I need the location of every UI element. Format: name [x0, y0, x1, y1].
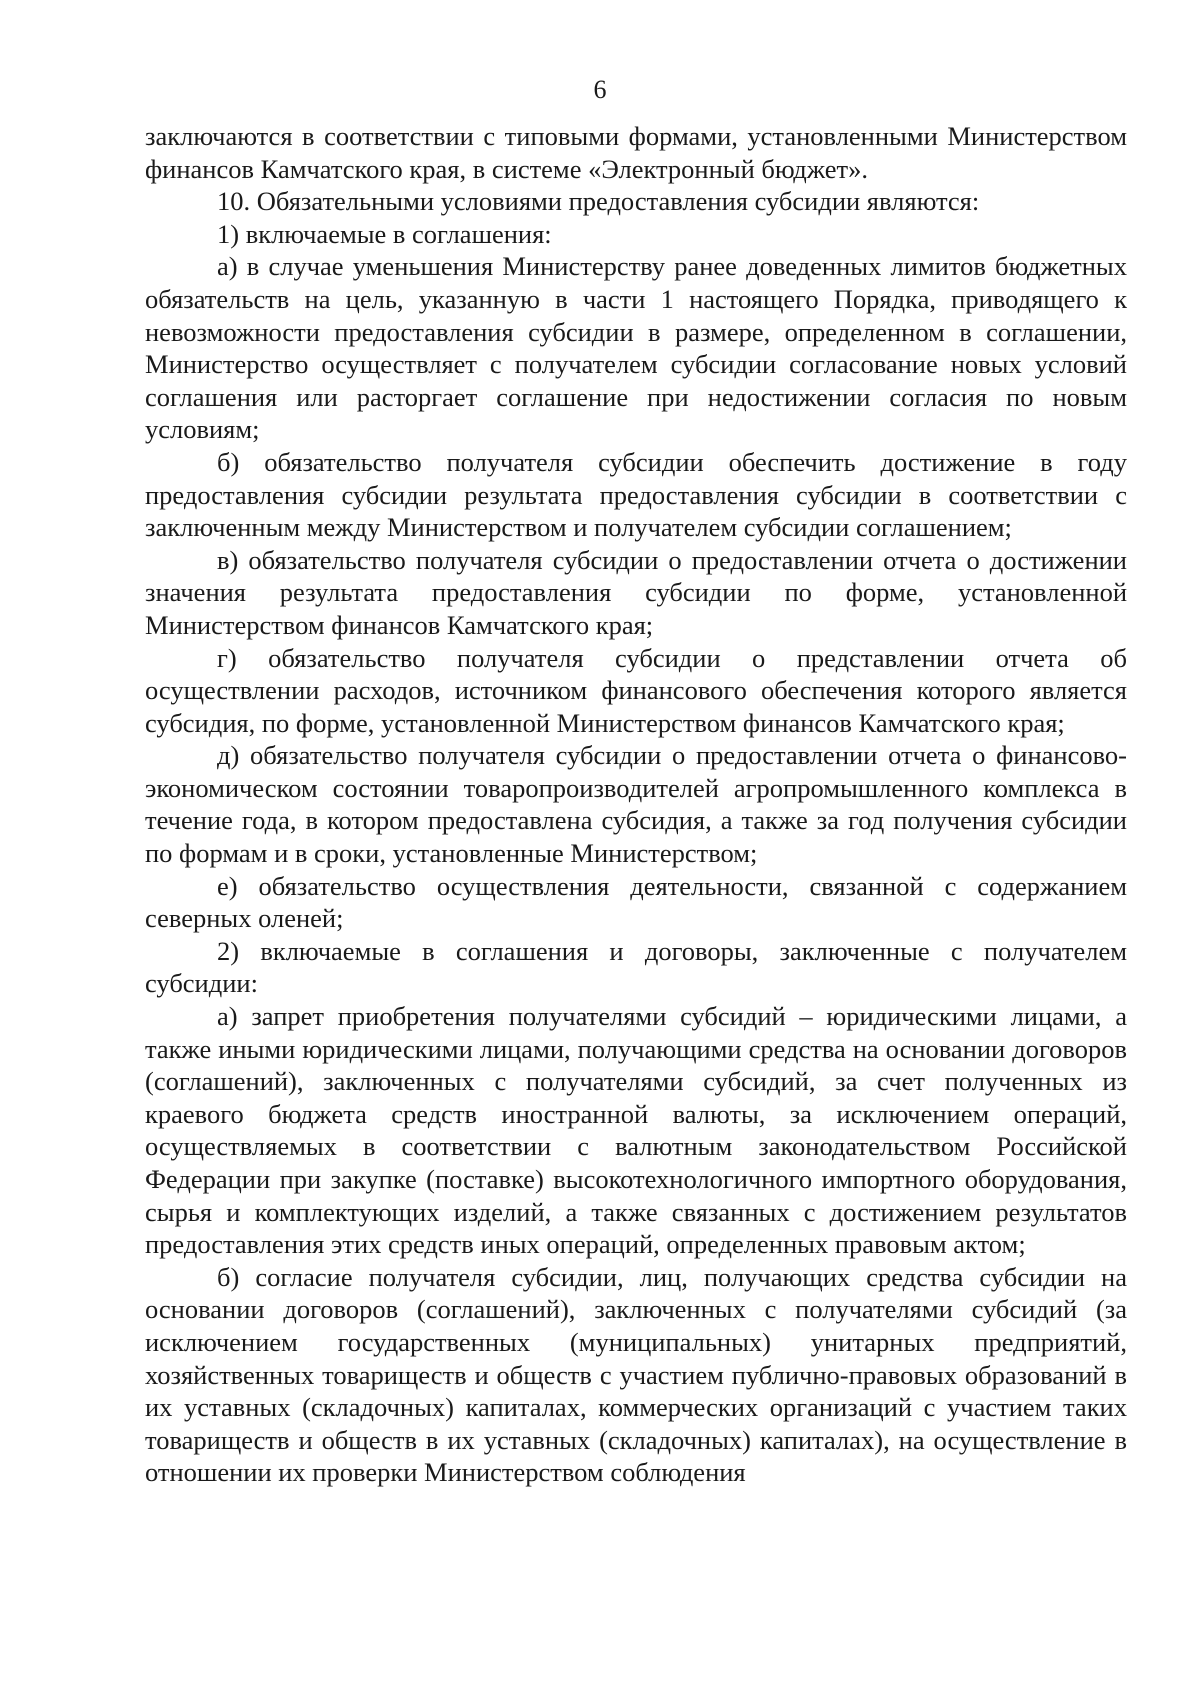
paragraph-item-1: 1) включаемые в соглашения:	[217, 218, 552, 249]
paragraph-clause-10: 10. Обязательными условиями предоставления субсидии являются:	[217, 186, 980, 217]
paragraph-item-1v: в) обязательство получателя субсидии о предоставлении отчета о достижении значения результата предоставления субсидии по форме, установленной Министерством финансов Камчатского края;	[145, 544, 1127, 640]
paragraph-item-1d: д) обязательство получателя субсидии о предоставлении отчета о финансово-экономическом состоянии товаропроизводителей агропромышленного комплекса в течение года, в котором предоставлена субсидия, а также за год получения субсидии по формам и в сроки, установленные Министерством;	[145, 740, 1127, 869]
paragraph-item-2b: б) согласие получателя субсидии, лиц, получающих средства субсидии на основании договоров (соглашений), заключенных с получателями субсидий (за исключением государственных (муниципальных) унитарных предприятий, хозяйственных товариществ и обществ с участием публично-правовых образований в их уставных (складочных) капиталах, коммерческих организаций с участием таких товариществ и обществ в их уставных (складочных) капиталах), на осуществление в отношении их проверки Министерством соблюдения	[145, 1261, 1127, 1488]
paragraph-continuation: заключаются в соответствии с типовыми формами, установленными Министерством финансов Камчатского края, в системе «Электронный бюджет».	[145, 121, 1127, 184]
paragraph-item-2a: а) запрет приобретения получателями субсидий – юридическими лицами, а также иными юридическими лицами, получающими средства на основании договоров (соглашений), заключенных с получателями субсидий, за счет полученных из краевого бюджета средств иностранной валюты, за исключением операций, осуществляемых в соответствии с валютным законодательством Российской Федерации при закупке (поставке) высокотехнологичного импортного оборудования, сырья и комплектующих изделий, а также связанных с достижением результатов предоставления этих средств иных операций, определенных правовым актом;	[145, 1001, 1127, 1260]
document-body	[145, 120, 1127, 1489]
paragraph-item-1g: г) обязательство получателя субсидии о представлении отчета об осуществлении расходов, источником финансового обеспечения которого является субсидия, по форме, установленной Министерством финансов Камчатского края;	[145, 642, 1127, 738]
paragraph-item-1b: б) обязательство получателя субсидии обеспечить достижение в году предоставления субсидии результата предоставления субсидии в соответствии с заключенным между Министерством и получателем субсидии соглашением;	[145, 446, 1127, 543]
page-number: 6	[593, 75, 607, 104]
paragraph-item-1a: а) в случае уменьшения Министерству ранее доведенных лимитов бюджетных обязательств на цель, указанную в части 1 настоящего Порядка, приводящего к невозможности предоставления субсидии в размере, определенном в соглашении, Министерство осуществляет с получателем субсидии согласование новых условий соглашения или расторгает соглашение при недостижении согласия по новым условиям;	[145, 251, 1127, 445]
paragraph-item-2: 2) включаемые в соглашения и договоры, заключенные с получателем субсидии:	[145, 935, 1127, 999]
paragraph-item-1e: е) обязательство осуществления деятельности, связанной с содержанием северных оленей;	[145, 870, 1127, 934]
